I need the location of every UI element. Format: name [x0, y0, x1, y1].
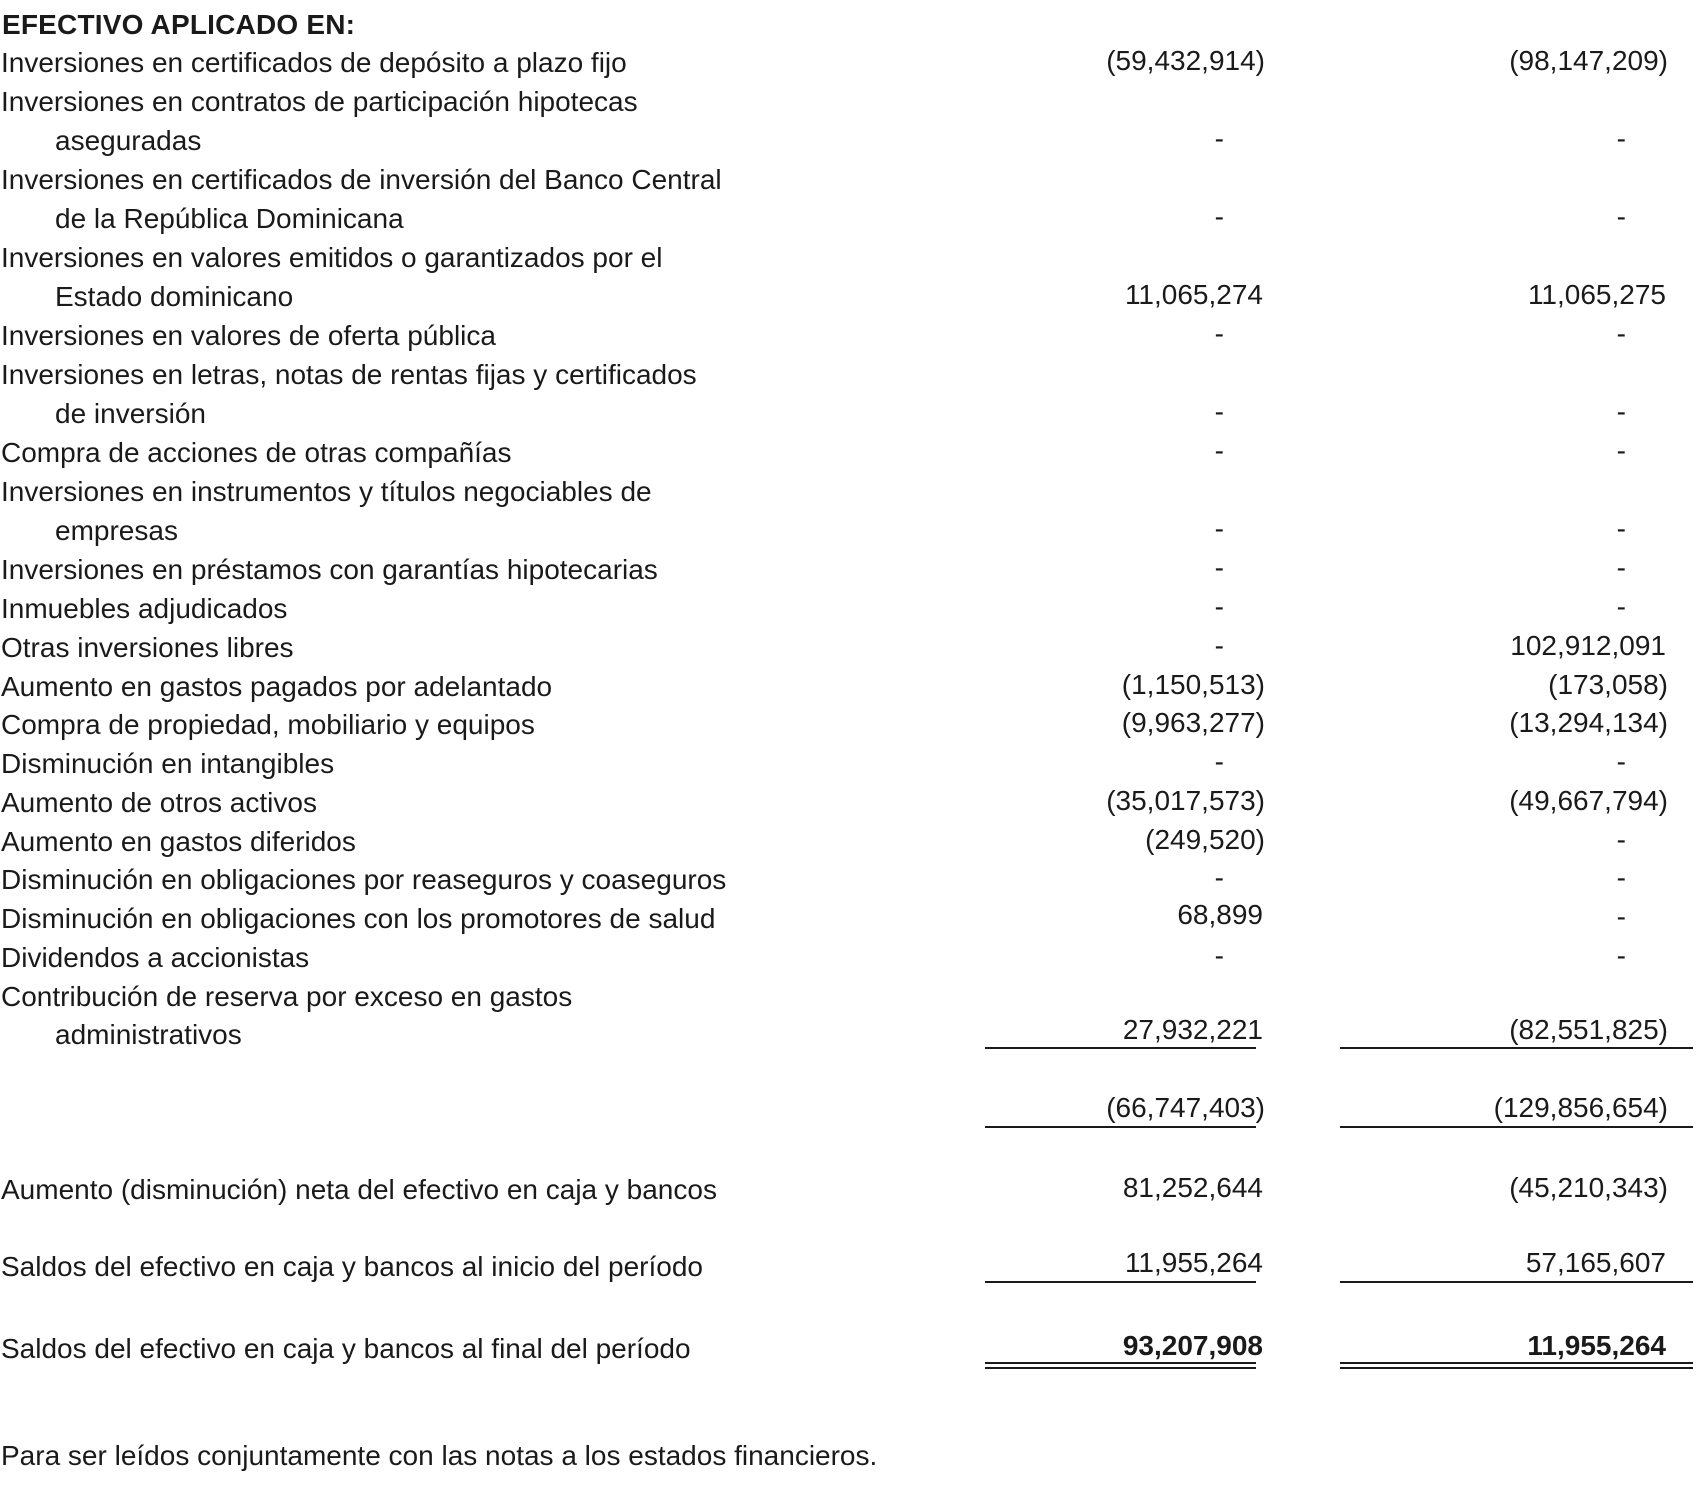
row-value-current: 68,899	[1177, 899, 1263, 930]
row-value-current: -	[1214, 862, 1224, 893]
row-label: Inversiones en valores emitidos o garantizados por el	[1, 242, 663, 273]
row-label: Inversiones en valores de oferta pública	[1, 320, 496, 351]
row-label: Disminución en obligaciones con los promotores de salud	[1, 903, 716, 934]
row-value-current: (249,520)	[1145, 824, 1265, 855]
row-value-prior: (98,147,209)	[1509, 45, 1668, 76]
row-label: Aumento en gastos diferidos	[1, 826, 356, 857]
row-value-prior: -	[1616, 940, 1626, 971]
row-value-prior: -	[1616, 591, 1626, 622]
row-value-current: -	[1214, 552, 1224, 583]
row-label: Dividendos a accionistas	[1, 942, 310, 973]
row-value-prior: -	[1616, 435, 1626, 466]
row-label: Inversiones en certificados de inversión del Banco Central	[1, 164, 722, 195]
row-value-prior: -	[1616, 901, 1626, 932]
row-value-prior: -	[1616, 396, 1626, 427]
row-label: Otras inversiones libres	[1, 632, 294, 663]
underline-rule	[1340, 1126, 1693, 1128]
row-value-prior: (173,058)	[1548, 669, 1668, 700]
row-value-current: (35,017,573)	[1106, 785, 1265, 816]
section-heading: EFECTIVO APLICADO EN:	[2, 9, 356, 40]
closing-balance-label: Saldos del efectivo en caja y bancos al final del período	[1, 1333, 691, 1364]
underline-rule	[985, 1281, 1256, 1283]
opening-balance-value-prior: 57,165,607	[1525, 1247, 1666, 1278]
row-value-current: -	[1214, 318, 1224, 349]
row-value-prior: -	[1616, 123, 1626, 154]
row-label-continued: aseguradas	[55, 125, 202, 156]
row-value-prior: -	[1616, 862, 1626, 893]
row-label: Disminución en intangibles	[1, 748, 335, 779]
underline-rule	[985, 1126, 1256, 1128]
net-change-label: Aumento (disminución) neta del efectivo en caja y bancos	[1, 1174, 717, 1205]
row-label: Inversiones en préstamos con garantías hipotecarias	[1, 554, 658, 585]
row-label: Compra de acciones de otras compañías	[1, 437, 512, 468]
row-value-prior: -	[1616, 824, 1626, 855]
underline-rule	[1340, 1281, 1693, 1283]
double-underline-rule	[985, 1362, 1256, 1369]
subtotal-value-current: (66,747,403)	[1106, 1092, 1265, 1123]
row-value-prior: 102,912,091	[1510, 630, 1666, 661]
row-value-prior: -	[1616, 318, 1626, 349]
row-label: Inversiones en contratos de participación hipotecas	[1, 86, 638, 117]
row-label-continued: Estado dominicano	[55, 281, 294, 312]
row-value-prior: -	[1616, 746, 1626, 777]
net-change-value-current: 81,252,644	[1122, 1172, 1263, 1203]
row-label-continued: de la República Dominicana	[55, 203, 404, 234]
row-label: Inversiones en instrumentos y títulos negociables de	[1, 476, 652, 507]
row-label: Compra de propiedad, mobiliario y equipos	[1, 709, 535, 740]
row-label: Contribución de reserva por exceso en gastos	[1, 981, 573, 1012]
row-label-continued: administrativos	[55, 1019, 242, 1050]
row-label: Inversiones en certificados de depósito a plazo fijo	[1, 47, 627, 78]
row-value-current: -	[1214, 513, 1224, 544]
row-value-current: (59,432,914)	[1106, 45, 1265, 76]
row-value-current: -	[1214, 940, 1224, 971]
row-label-continued: empresas	[55, 515, 178, 546]
row-value-prior: (49,667,794)	[1509, 785, 1668, 816]
underline-rule	[1340, 1047, 1693, 1049]
row-label: Aumento de otros activos	[1, 787, 317, 818]
net-change-value-prior: (45,210,343)	[1509, 1172, 1668, 1203]
row-label: Inversiones en letras, notas de rentas fijas y certificados	[1, 359, 697, 390]
row-value-prior: 11,065,275	[1527, 279, 1666, 310]
row-value-current: -	[1214, 591, 1224, 622]
row-value-current: 27,932,221	[1122, 1014, 1263, 1045]
opening-balance-label: Saldos del efectivo en caja y bancos al inicio del período	[1, 1251, 703, 1282]
row-value-current: (9,963,277)	[1121, 707, 1265, 738]
subtotal-value-prior: (129,856,654)	[1493, 1092, 1668, 1123]
row-label-continued: de inversión	[55, 398, 206, 429]
row-value-prior: (82,551,825)	[1509, 1014, 1668, 1045]
underline-rule	[985, 1047, 1256, 1049]
double-underline-rule	[1340, 1362, 1693, 1369]
row-value-current: (1,150,513)	[1121, 669, 1265, 700]
row-value-prior: -	[1616, 552, 1626, 583]
row-label: Inmuebles adjudicados	[1, 593, 288, 624]
footer-note: Para ser leídos conjuntamente con las notas a los estados financieros.	[1, 1440, 878, 1471]
row-label: Aumento en gastos pagados por adelantado	[1, 671, 553, 702]
closing-balance-value-prior: 11,955,264	[1527, 1330, 1666, 1361]
row-value-current: -	[1214, 201, 1224, 232]
closing-balance-value-current: 93,207,908	[1122, 1330, 1263, 1361]
row-value-prior: -	[1616, 513, 1626, 544]
row-value-prior: (13,294,134)	[1509, 707, 1668, 738]
row-value-current: 11,065,274	[1124, 279, 1263, 310]
row-value-current: -	[1214, 123, 1224, 154]
row-value-current: -	[1214, 746, 1224, 777]
row-value-current: -	[1214, 396, 1224, 427]
row-value-current: -	[1214, 630, 1224, 661]
opening-balance-value-current: 11,955,264	[1124, 1247, 1263, 1278]
row-value-prior: -	[1616, 201, 1626, 232]
row-label: Disminución en obligaciones por reaseguros y coaseguros	[1, 864, 727, 895]
row-value-current: -	[1214, 435, 1224, 466]
